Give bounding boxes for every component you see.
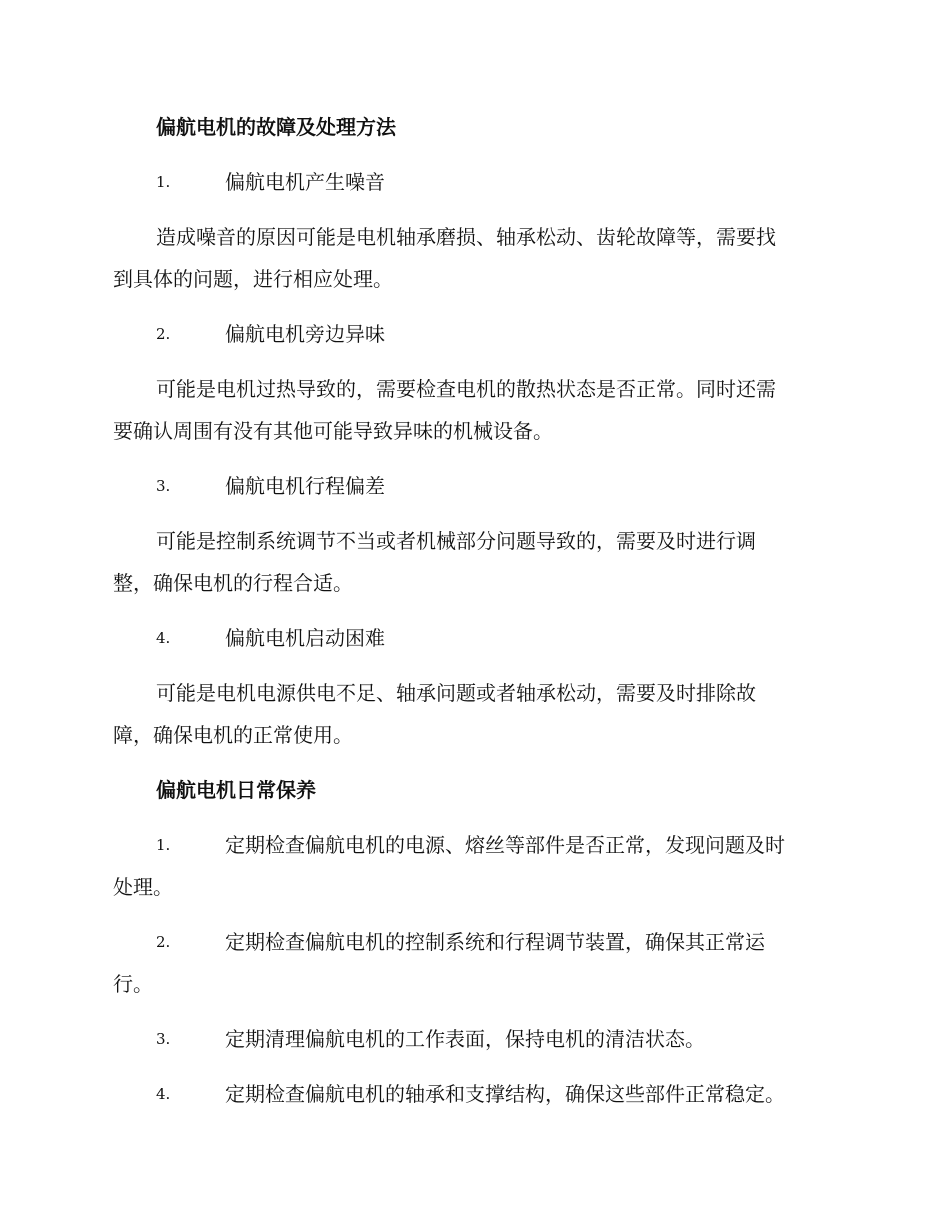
list-number: 1. <box>156 836 171 854</box>
fault-title: 偏航电机行程偏差 <box>225 474 385 498</box>
section-heading-maintenance: 偏航电机日常保养 <box>156 778 316 802</box>
maintenance-text: 定期检查偏航电机的控制系统和行程调节装置，确保其正常运 <box>225 930 765 954</box>
paragraph-line: 处理。 <box>113 875 173 899</box>
paragraph-line: 要确认周围有没有其他可能导致异味的机械设备。 <box>113 419 553 443</box>
maintenance-text: 定期检查偏航电机的轴承和支撑结构，确保这些部件正常稳定。 <box>225 1082 785 1106</box>
paragraph-line: 造成噪音的原因可能是电机轴承磨损、轴承松动、齿轮故障等，需要找 <box>156 225 776 249</box>
list-number: 2. <box>156 933 171 951</box>
paragraph-line: 可能是控制系统调节不当或者机械部分问题导致的，需要及时进行调 <box>156 529 756 553</box>
list-number: 3. <box>156 1030 171 1048</box>
paragraph-line: 整，确保电机的行程合适。 <box>113 571 353 595</box>
list-number: 1. <box>156 173 171 191</box>
maintenance-text: 定期清理偏航电机的工作表面，保持电机的清洁状态。 <box>225 1027 705 1051</box>
paragraph-line: 可能是电机过热导致的，需要检查电机的散热状态是否正常。同时还需 <box>156 377 776 401</box>
list-number: 4. <box>156 629 171 647</box>
paragraph-line: 可能是电机电源供电不足、轴承问题或者轴承松动，需要及时排除故 <box>156 681 756 705</box>
section-heading-faults: 偏航电机的故障及处理方法 <box>156 115 396 139</box>
fault-title: 偏航电机旁边异味 <box>225 322 385 346</box>
list-number: 4. <box>156 1085 171 1103</box>
paragraph-line: 障，确保电机的正常使用。 <box>113 723 353 747</box>
fault-title: 偏航电机启动困难 <box>225 626 385 650</box>
list-number: 3. <box>156 477 171 495</box>
maintenance-text: 定期检查偏航电机的电源、熔丝等部件是否正常，发现问题及时 <box>225 833 785 857</box>
fault-title: 偏航电机产生噪音 <box>225 170 385 194</box>
paragraph-line: 到具体的问题，进行相应处理。 <box>113 267 393 291</box>
list-number: 2. <box>156 325 171 343</box>
paragraph-line: 行。 <box>113 972 153 996</box>
